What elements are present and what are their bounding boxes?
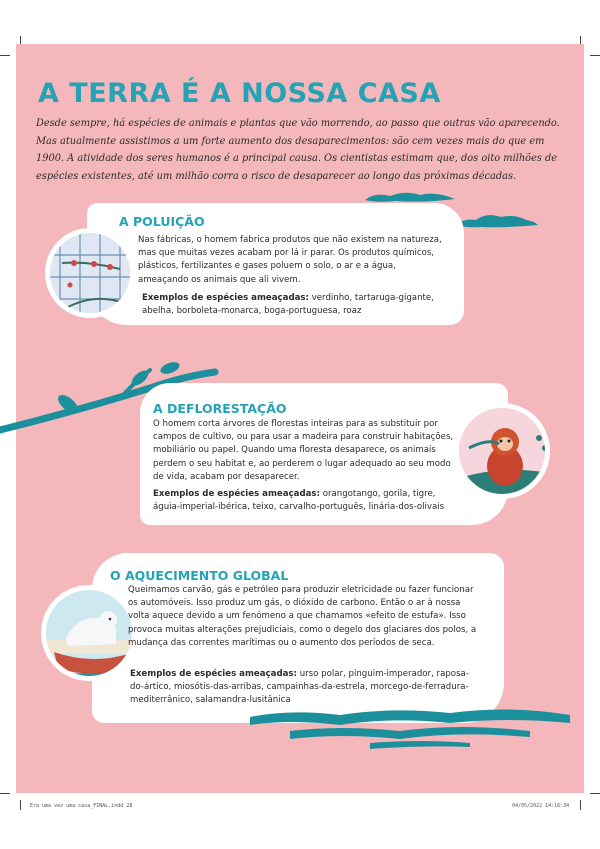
examples-label: Exemplos de espécies ameaçadas:	[130, 669, 297, 679]
examples-label: Exemplos de espécies ameaçadas:	[153, 489, 320, 499]
cloud-decoration	[456, 212, 538, 228]
cloud-decoration	[365, 190, 455, 204]
global-warming-illustration	[41, 585, 137, 681]
page-title: A TERRA É A NOSSA CASA	[38, 78, 441, 109]
crop-mark	[580, 800, 581, 810]
section-title-global-warming: O AQUECIMENTO GLOBAL	[110, 568, 289, 583]
section-text-global-warming: Queimamos carvão, gás e petróleo para produzir eletricidade ou fazer funcionar os automóveis. Isso produz um gás, o dióxido de carbono. Então o ar à nossa volta aquece devido a um fenómeno a que chamamos «efeito de estufa». Isso provoca muitas alterações prejudiciais, como o degelo dos glaciares dos polos, a mudança das correntes marítimas ou o aumento dos períodos de seca.	[128, 585, 477, 648]
examples-list: verdinho, tartaruga-gigante, abelha, borboleta-monarca, boga-portuguesa, roaz	[142, 293, 434, 317]
slug-left: Era uma vez uma casa_FINAL.indd 28	[30, 803, 133, 809]
slug-right: 04/05/2022 14:16:34	[512, 803, 570, 809]
deforestation-illustration	[454, 403, 550, 499]
pollution-illustration	[45, 228, 135, 318]
section-text-deforestation: O homem corta árvores de florestas inteiras para as substituir por campos de cultivo, ou para usar a madeira para construir habitações, mobiliário ou papel. Quando uma floresta desaparece, os animais perdem o seu habitat e, ao perderem o lugar adequado ao seu modo de vida, acabam por desaparecer.	[153, 419, 454, 482]
section-title-deforestation: A DEFLORESTAÇÃO	[153, 401, 287, 416]
crop-mark	[0, 55, 10, 56]
intro-paragraph: Desde sempre, há espécies de animais e plantas que vão morrendo, ao passo que outras vão aparecendo. Mas atualmente assistimos a um forte aumento dos desaparecimentos: são cem vezes mais do que em 1900. A atividade dos seres humanos é a principal causa. Os cientistas estimam que, dos oito milhões de espécies existentes, até um milhão corra o risco de desaparecer ao longo das próximas décadas.	[36, 118, 560, 182]
section-text-pollution: Nas fábricas, o homem fabrica produtos que não existem na natureza, mas que muitas vezes acabam por lá ir parar. Os produtos químicos, plásticos, fertilizantes e gases poluem o solo, o ar e a água, ameaçando os animais que ali vivem.	[138, 235, 442, 285]
examples-list: orangotango, gorila, tigre, águia-imperial-ibérica, teixo, carvalho-português, linária-dos-olivais	[153, 489, 445, 513]
examples-deforestation	[153, 488, 453, 514]
examples-label: Exemplos de espécies ameaçadas:	[142, 293, 309, 303]
crop-mark	[590, 55, 600, 56]
water-decoration	[250, 705, 570, 750]
examples-list: urso polar, pinguim-imperador, raposa-do-ártico, miosótis-das-arribas, campainhas-da-estrela, morcego-de-ferradura-mediterrânico, salamandra-lusitânica	[130, 669, 469, 706]
crop-mark	[590, 793, 600, 794]
examples-pollution	[142, 292, 442, 318]
examples-global-warming	[130, 668, 475, 708]
crop-mark	[20, 800, 21, 810]
crop-mark	[0, 793, 10, 794]
section-title-pollution: A POLUIÇÃO	[119, 214, 205, 229]
